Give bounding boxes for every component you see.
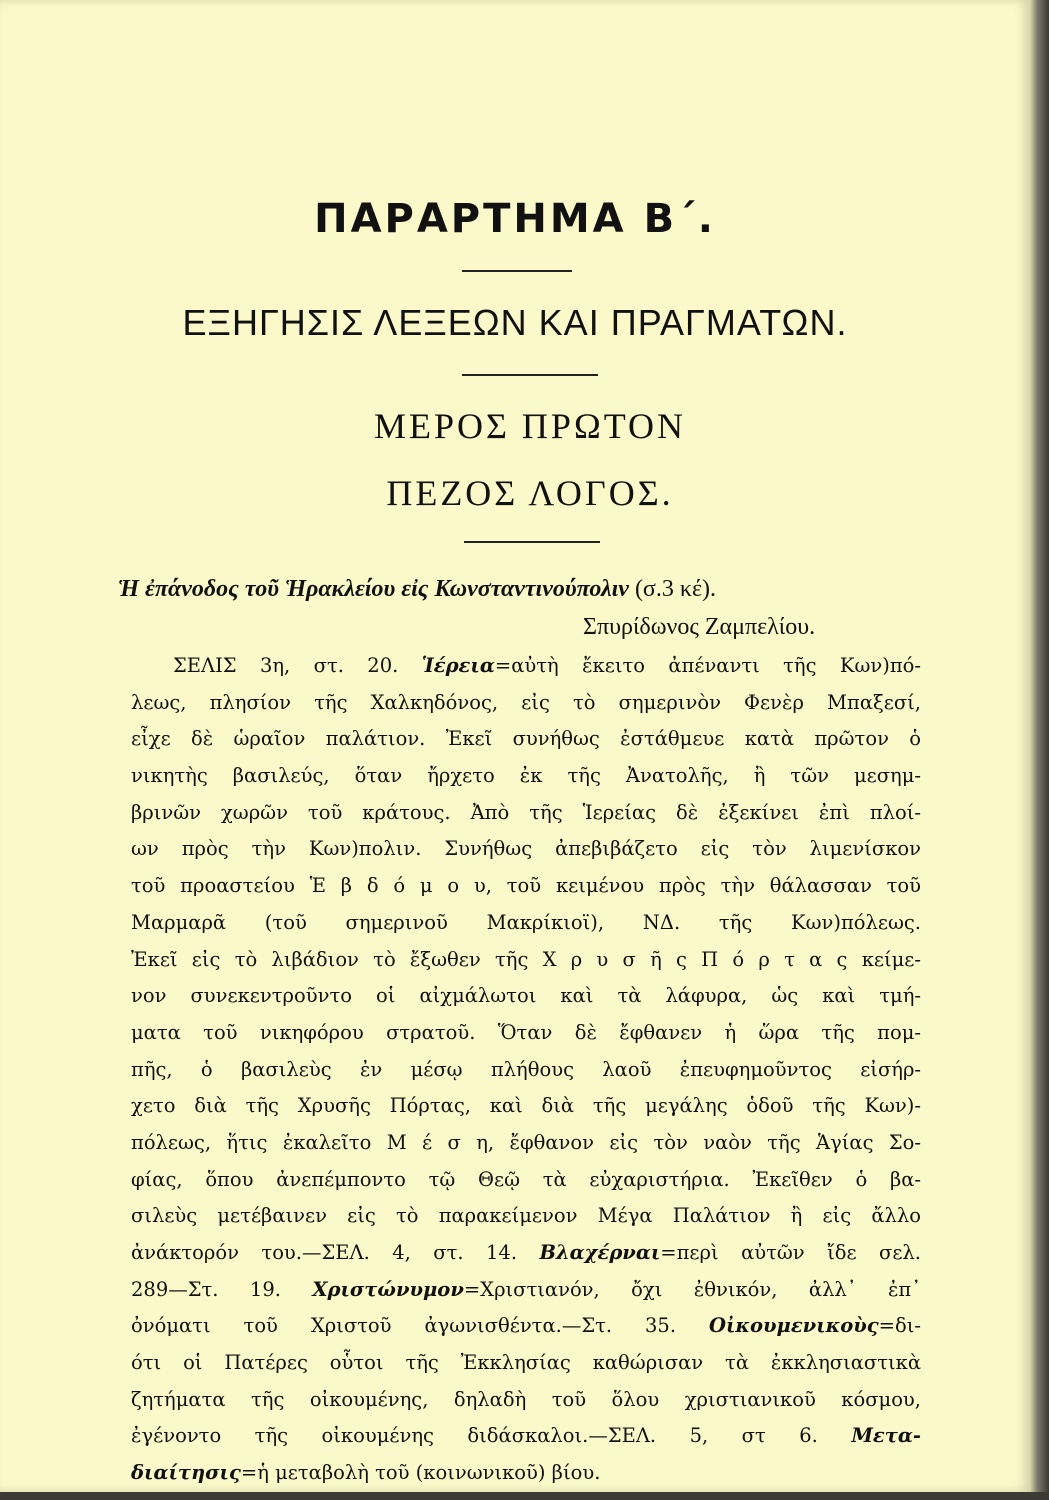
text-line: ζητήματα τῆς οἰκουμένης, δηλαδὴ τοῦ ὅλου χριστιανικοῦ κόσμου, [131,1387,921,1411]
author-name: Σπυρίδωνος Ζαμπελίου. [583,614,816,640]
text-line: πῆς, ὁ βασιλεὺς ἐν μέσῳ πλήθους λαοῦ ἐπευφημοῦντος εἰσήρ- [131,1057,921,1081]
section-title: ΠΕΖΟΣ ΛΟΓΟΣ. [386,473,674,513]
text-line: εἶχε δὲ ὡραῖον παλάτιον. Ἐκεῖ συνήθως ἐστάθμευε κατὰ πρῶτον ὁ [131,727,921,751]
work-title: Ἡ ἐπάνοδος τοῦ Ἡρακλείου εἰς Κωνσταντινούπολιν [118,576,629,602]
text-line: χετο διὰ τῆς Χρυσῆς Πόρτας, καὶ διὰ τῆς μεγάλης ὁδοῦ τῆς Κων)- [131,1094,921,1118]
term: Χριστώνυμον [312,1277,464,1301]
divider-rule-2 [462,374,598,376]
page-edge-shadow [1030,0,1049,1500]
term: Ἱέρεια [421,654,495,677]
term: Βλαχέρναι [539,1241,661,1264]
page-edge-bottom [0,1492,1049,1500]
text-line: ἀνάκτορόν του.—ΣΕΛ. 4, στ. 14. Βλαχέρναι=περὶ αὐτῶν ἴδε σελ. [131,1241,921,1264]
appendix-title: ΠΑΡΑΡΤΗΜΑ Β΄. [314,196,716,242]
text-line: τοῦ προαστείου Ἑ β δ ό μ ο υ, τοῦ κειμένου πρὸς τὴν θάλασσαν τοῦ [131,874,921,898]
glossary-body [131,648,921,1492]
text-line: 289—Στ. 19. Χριστώνυμον=Χριστιανόν, ὄχι ἐθνικόν, ἀλλ᾽ ἐπ᾽ [131,1277,921,1301]
divider-rule-3 [464,541,600,543]
text-line: ότι οἱ Πατέρες οὗτοι τῆς Ἐκκλησίας καθώρισαν τὰ ἐκκλησιαστικὰ [131,1351,921,1375]
text-line: ΣΕΛΙΣ 3η, στ. 20. Ἱέρεια=αὐτὴ ἔκειτο ἀπέναντι τῆς Κων)πό- [173,654,921,677]
term: Οἰκουμενικοὺς [708,1314,879,1338]
text-line: ματα τοῦ νικηφόρου στρατοῦ. Ὅταν δὲ ἔφθανεν ἡ ὥρα τῆς πομ- [131,1020,921,1044]
term: διαίτησις [131,1461,241,1485]
text-line: σιλεὺς μετέβαινεν εἰς τὸ παρακείμενον Μέγα Παλάτιον ἢ εἰς ἄλλο [131,1204,921,1228]
text-line: βρινῶν χωρῶν τοῦ κράτους. Ἀπὸ τῆς Ἱερείας δὲ ἐξεκίνει ἐπὶ πλοί- [131,800,921,824]
text-line: διαίτησις=ἡ μεταβολὴ τοῦ (κοινωνικοῦ) βίου. [131,1461,601,1485]
text-line: ἐγένοντο τῆς οἰκουμένης διδάσκαλοι.—ΣΕΛ. 5, στ 6. Μετα- [131,1424,921,1448]
main-title: ΕΞΗΓΗΣΙΣ ΛΕΞΕΩΝ ΚΑΙ ΠΡΑΓΜΑΤΩΝ. [182,302,848,343]
term: Μετα- [851,1424,921,1448]
text-line: νικητὴς βασιλεύς, ὅταν ἤρχετο ἐκ τῆς Ἀνατολῆς, ἢ τῶν μεσημ- [131,764,921,788]
text-line: νον συνεκεντροῦντο οἱ αἰχμάλωτοι καὶ τὰ λάφυρα, ὡς καὶ τμή- [131,984,921,1008]
pages-ref: (σ.3 κέ). [634,576,717,602]
text-line: ὀνόματι τοῦ Χριστοῦ ἀγωνισθέντα.—Στ. 35. Οἰκουμενικοὺς=δι- [131,1314,921,1338]
text-line: ων πρὸς τὴν Κων)πολιν. Συνήθως ἀπεβιβάζετο εἰς τὸν λιμενίσκον [131,837,921,861]
text-line: πόλεως, ἥτις ἐκαλεῖτο Μ έ σ η, ἔφθανον εἰς τὸν ναὸν τῆς Ἁγίας Σο- [131,1130,921,1154]
text-line: φίας, ὅπου ἀνεπέμποντο τῷ Θεῷ τὰ εὐχαριστήρια. Ἐκεῖθεν ὁ βα- [131,1167,921,1191]
divider-rule-1 [462,270,572,272]
part-title: ΜΕΡΟΣ ΠΡΩΤΟΝ [373,406,687,446]
entry-heading [118,576,938,603]
text-line: Ἐκεῖ εἰς τὸ λιβάδιον τὸ ἔξωθεν τῆς Χ ρ υ σ ῆ ς Π ό ρ τ α ς κείμε- [131,947,921,971]
text-line: λεως, πλησίον τῆς Χαλκηδόνος, εἰς τὸ σημερινὸν Φενὲρ Μπαξεσί, [131,690,921,714]
text-line: Μαρμαρᾶ (τοῦ σημερινοῦ Μακρίκιοϊ), ΝΔ. τῆς Κων)πόλεως. [131,910,921,934]
